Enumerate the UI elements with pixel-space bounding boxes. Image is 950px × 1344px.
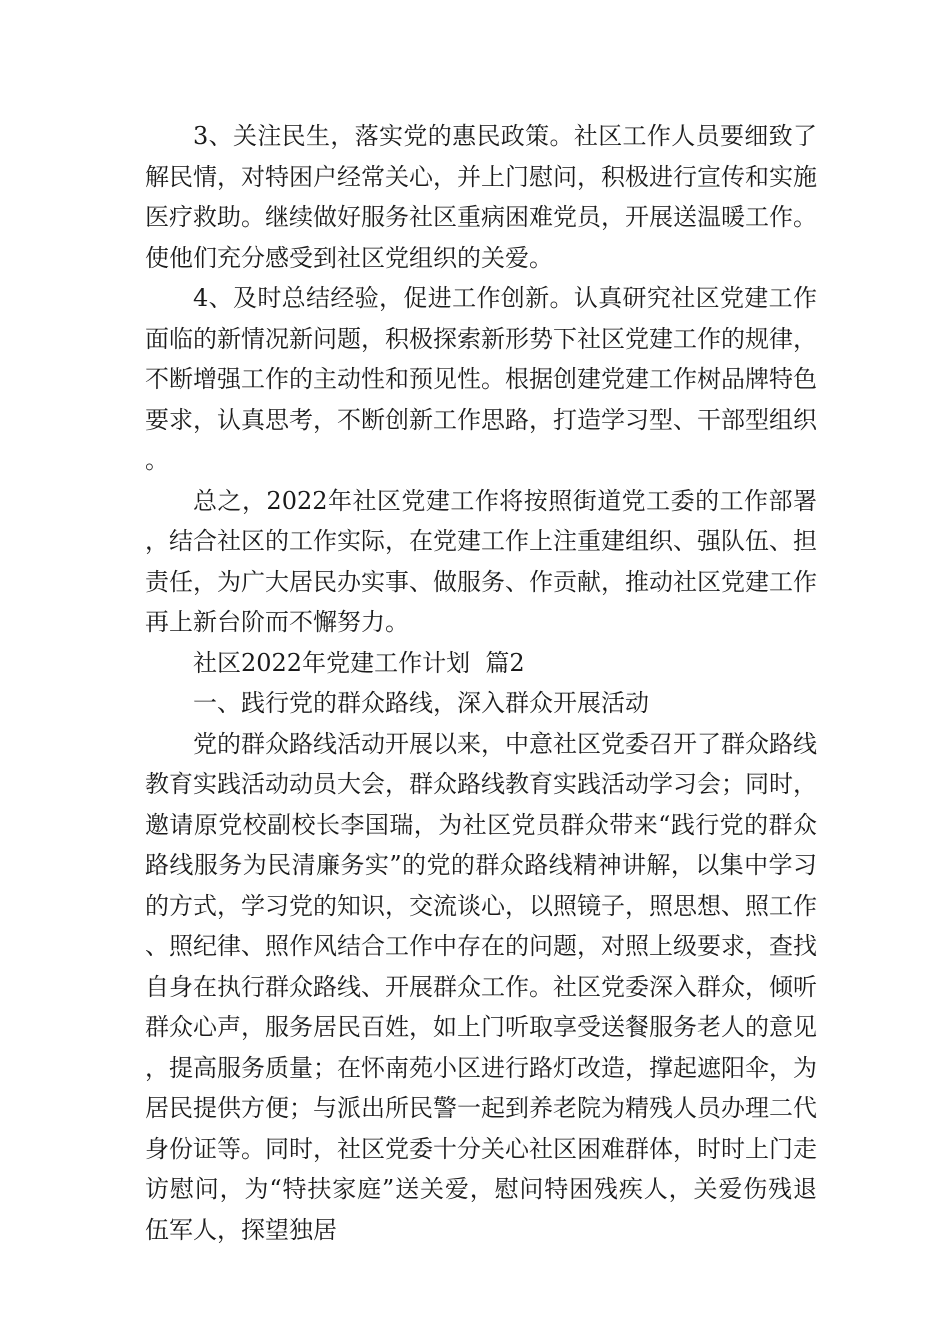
section-heading: 一、践行党的群众路线，深入群众开展活动 bbox=[193, 689, 649, 717]
paragraph-mass-line: 党的群众路线活动开展以来，中意社区党委召开了群众路线教育实践活动动员大会，群众路线教育实践活动学习会；同时，邀请原党校副校长李国瑞，为社区党员群众带来“践行党的群众路线服务为民清廉务实”的党的群众路线精神讲解，以集中学习的方式，学习党的知识，交流谈心，以照镜子，照思想、照工作、照纪律、照作风结合工作中存在的问题，对照上级要求，查找自身在执行群众路线、开展群众工作。社区党委深入群众，倾听群众心声，服务居民百姓，如上门听取享受送餐服务老人的意见，提高服务质量；在怀南苑小区进行路灯改造，撑起遮阳伞，为居民提供方便；与派出所民警一起到养老院为精残人员办理二代身份证等。同时，社区党委十分关心社区困难群体，时时上门走访慰问，为“特扶家庭”送关爱，慰问特困残疾人，关爱伤残退伍军人，探望独居 bbox=[145, 729, 817, 1244]
paragraph-innovation: 4、及时总结经验，促进工作创新。认真研究社区党建工作面临的新情况新问题，积极探索新形势下社区党建工作的规律，不断增强工作的主动性和预见性。根据创建党建工作树品牌特色要求，认真思考，不断创新工作思路，打造学习型、干部型组织。 bbox=[145, 284, 817, 474]
paragraph-policy: 3、关注民生，落实党的惠民政策。社区工作人员要细致了解民情，对特困户经常关心，并上门慰问，积极进行宣传和实施医疗救助。继续做好服务社区重病困难党员，开展送温暖工作。使他们充分感受到社区党组织的关爱。 bbox=[145, 122, 817, 272]
paragraph-summary: 总之，2022年社区党建工作将按照街道党工委的工作部署，结合社区的工作实际，在党建工作上注重建组织、强队伍、担责任，为广大居民办实事、做服务、作贡献，推动社区党建工作再上新台阶而不懈努力。 bbox=[145, 486, 817, 636]
document-body bbox=[145, 116, 817, 1250]
section-title: 社区2022年党建工作计划 篇2 bbox=[193, 648, 525, 677]
